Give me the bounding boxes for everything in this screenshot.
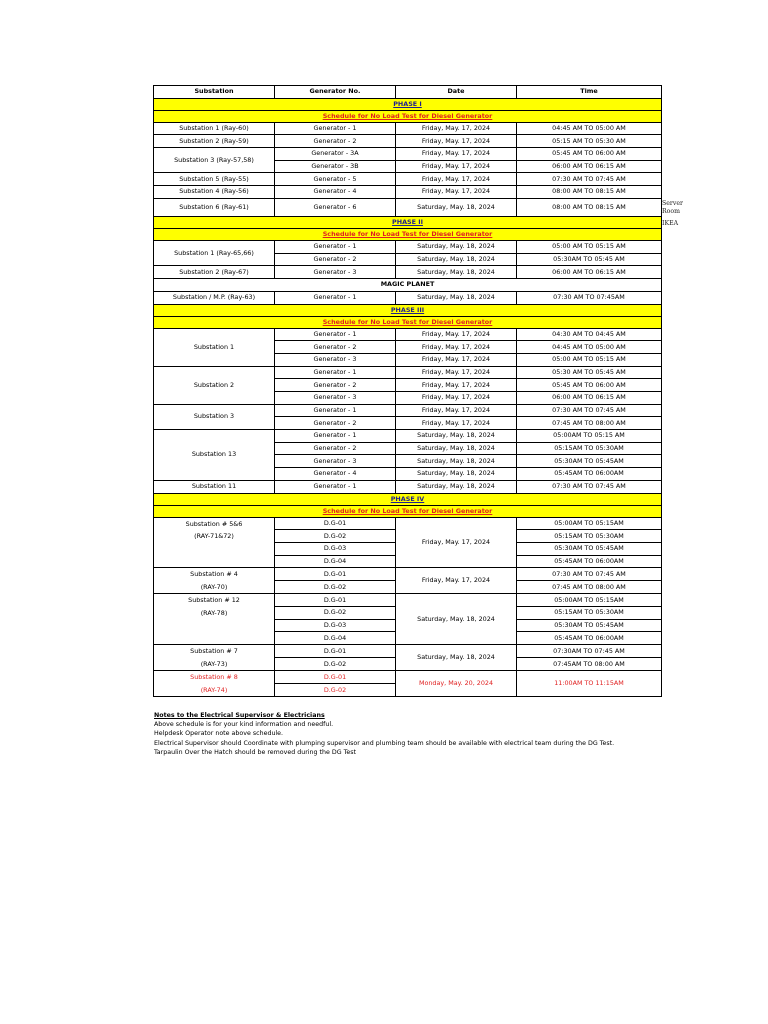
substation-cell: Substation 13 <box>154 430 275 481</box>
time-cell: 05:45AM TO 06:00AM <box>517 632 662 645</box>
time-cell: 06:00 AM TO 06:15 AM <box>517 392 662 405</box>
table-row <box>154 568 662 581</box>
table-row <box>154 173 662 186</box>
date-cell: Friday, May. 17, 2024 <box>396 417 517 430</box>
time-cell: 07:45AM TO 08:00 AM <box>517 658 662 671</box>
generator-cell: D.G-04 <box>275 555 396 568</box>
phase-ii-title-cell: PHASE II <box>154 216 662 228</box>
header-substation: Substation <box>154 86 275 99</box>
generator-cell: Generator - 1 <box>275 366 396 379</box>
generator-cell: D.G-02 <box>275 658 396 671</box>
schedule-label <box>154 228 662 240</box>
generator-cell: D.G-02 <box>275 684 396 697</box>
phase-iii-title-cell: PHASE III <box>154 304 662 316</box>
date-cell: Friday, May. 17, 2024 <box>396 341 517 354</box>
date-cell: Friday, May. 17, 2024 <box>396 328 517 341</box>
time-cell: 07:30 AM TO 07:45 AM <box>517 480 662 493</box>
phase-iv-title <box>154 493 662 505</box>
generator-cell: Generator - 2 <box>275 253 396 266</box>
substation-cell <box>154 671 275 697</box>
time-cell: 05:30AM TO 05:45 AM <box>517 253 662 266</box>
table-row <box>154 517 662 530</box>
substation-cell <box>154 594 275 645</box>
time-cell: 07:45 AM TO 08:00 AM <box>517 581 662 594</box>
date-cell: Saturday, May. 18, 2024 <box>396 645 517 671</box>
time-cell: 07:30 AM TO 07:45 AM <box>517 173 662 186</box>
generator-cell: Generator - 3 <box>275 455 396 468</box>
phase-iv-title-cell: PHASE IV <box>154 493 662 505</box>
schedule-label <box>154 505 662 517</box>
time-cell: 08:00 AM TO 08:15 AM <box>517 198 662 216</box>
time-cell: 07:45 AM TO 08:00 AM <box>517 417 662 430</box>
substation-label: Substation # 12 <box>188 596 240 605</box>
substation-cell: Substation 5 (Ray-55) <box>154 173 275 186</box>
date-cell: Saturday, May. 18, 2024 <box>396 291 517 304</box>
table-row <box>154 135 662 148</box>
time-cell: 07:30 AM TO 07:45 AM <box>517 404 662 417</box>
generator-cell: D.G-03 <box>275 542 396 555</box>
note-line: Tarpaulin Over the Hatch should be removed during the DG Test <box>154 748 357 756</box>
phase-iii-title <box>154 304 662 316</box>
substation-cell: Substation 1 (Ray-60) <box>154 122 275 135</box>
date-cell: Saturday, May. 18, 2024 <box>396 198 517 216</box>
substation-cell: Substation 11 <box>154 480 275 493</box>
generator-cell: D.G-01 <box>275 594 396 607</box>
schedule-label-cell: Schedule for No Load Test for Diesel Generator <box>154 110 662 122</box>
time-cell: 05:15 AM TO 05:30 AM <box>517 135 662 148</box>
table-row <box>154 671 662 684</box>
substation-label: Substation # 5&6 <box>185 519 243 528</box>
time-cell: 05:45 AM TO 06:00 AM <box>517 148 662 161</box>
generator-cell: D.G-03 <box>275 619 396 632</box>
table-row <box>154 480 662 493</box>
date-cell: Friday, May. 17, 2024 <box>396 517 517 568</box>
substation-label: Substation # 4 <box>190 570 238 579</box>
time-cell: 06:00 AM TO 06:15 AM <box>517 160 662 173</box>
substation-label: Substation # 7 <box>190 647 238 655</box>
magic-planet-title-cell: MAGIC PLANET <box>154 278 662 291</box>
substation-label: (RAY-73) <box>200 659 228 668</box>
date-cell: Friday, May. 17, 2024 <box>396 379 517 392</box>
time-cell: 05:00AM TO 05:15 AM <box>517 430 662 443</box>
generator-cell: Generator - 1 <box>275 328 396 341</box>
notes-section <box>154 711 614 757</box>
substation-cell <box>154 568 275 594</box>
date-cell: Friday, May. 17, 2024 <box>396 160 517 173</box>
table-row <box>154 122 662 135</box>
time-cell: 11:00AM TO 11:15AM <box>517 671 662 697</box>
generator-cell: Generator - 6 <box>275 198 396 216</box>
header-row <box>154 86 662 99</box>
substation-cell: Substation / M.P. (Ray-63) <box>154 291 275 304</box>
phase-i-title <box>154 98 662 110</box>
time-cell: 05:45 AM TO 06:00 AM <box>517 379 662 392</box>
generator-cell: D.G-01 <box>275 671 396 684</box>
note-line: Electrical Supervisor should Coordinate with plumping supervisor and plumbing team should be available with electrical team during the DG Test. <box>154 739 615 747</box>
phase-ii-title <box>154 216 662 228</box>
substation-cell <box>154 645 275 671</box>
table-row <box>154 594 662 607</box>
substation-label: (RAY-74) <box>200 685 228 694</box>
date-cell: Saturday, May. 18, 2024 <box>396 430 517 443</box>
header-generator: Generator No. <box>275 86 396 99</box>
generator-cell: Generator - 1 <box>275 430 396 443</box>
date-cell: Monday, May. 20, 2024 <box>396 671 517 697</box>
generator-cell: Generator - 2 <box>275 341 396 354</box>
date-cell: Saturday, May. 18, 2024 <box>396 468 517 481</box>
header-time: Time <box>517 86 662 99</box>
substation-cell: Substation 2 <box>154 366 275 404</box>
time-cell: 04:30 AM TO 04:45 AM <box>517 328 662 341</box>
generator-cell: Generator - 4 <box>275 186 396 199</box>
generator-cell: D.G-04 <box>275 632 396 645</box>
table-row <box>154 186 662 199</box>
generator-cell: Generator - 1 <box>275 291 396 304</box>
generator-cell: Generator - 2 <box>275 442 396 455</box>
schedule-label <box>154 316 662 328</box>
date-cell: Saturday, May. 18, 2024 <box>396 240 517 253</box>
generator-cell: D.G-01 <box>275 645 396 658</box>
header-date: Date <box>396 86 517 99</box>
substation-cell: Substation 1 <box>154 328 275 366</box>
time-cell: 06:00 AM TO 06:15 AM <box>517 266 662 279</box>
notes-title: Notes to the Electrical Supervisor & Electricians <box>154 712 325 719</box>
time-cell: 05:30AM TO 05:45AM <box>517 619 662 632</box>
substation-cell: Substation 1 (Ray-65,66) <box>154 240 275 265</box>
substation-cell <box>154 517 275 568</box>
date-cell: Saturday, May. 18, 2024 <box>396 266 517 279</box>
substation-cell: Substation 4 (Ray-56) <box>154 186 275 199</box>
table-row <box>154 266 662 279</box>
generator-cell: Generator - 2 <box>275 135 396 148</box>
date-cell: Saturday, May. 18, 2024 <box>396 480 517 493</box>
substation-label: Substation # 8 <box>190 673 238 681</box>
date-cell: Friday, May. 17, 2024 <box>396 568 517 594</box>
substation-cell: Substation 2 (Ray-67) <box>154 266 275 279</box>
substation-label: (RAY-70) <box>200 582 228 591</box>
date-cell: Friday, May. 17, 2024 <box>396 366 517 379</box>
date-cell: Friday, May. 17, 2024 <box>396 186 517 199</box>
date-cell: Saturday, May. 18, 2024 <box>396 253 517 266</box>
table-row <box>154 366 662 379</box>
generator-cell: Generator - 1 <box>275 240 396 253</box>
table-row <box>154 430 662 443</box>
generator-cell: Generator - 2 <box>275 417 396 430</box>
generator-cell: Generator - 3B <box>275 160 396 173</box>
generator-cell: D.G-02 <box>275 581 396 594</box>
date-cell: Saturday, May. 18, 2024 <box>396 442 517 455</box>
generator-cell: Generator - 4 <box>275 468 396 481</box>
time-cell: 07:30AM TO 07:45 AM <box>517 645 662 658</box>
generator-cell: D.G-02 <box>275 606 396 619</box>
substation-cell: Substation 3 <box>154 404 275 429</box>
generator-cell: D.G-02 <box>275 530 396 543</box>
time-cell: 05:00 AM TO 05:15 AM <box>517 240 662 253</box>
table-row <box>154 240 662 253</box>
side-note-line: Room <box>662 207 680 215</box>
schedule-label-cell: Schedule for No Load Test for Diesel Generator <box>154 316 662 328</box>
time-cell: 04:45 AM TO 05:00 AM <box>517 341 662 354</box>
substation-cell: Substation 3 (Ray-57,58) <box>154 148 275 173</box>
date-cell: Friday, May. 17, 2024 <box>396 148 517 161</box>
date-cell: Friday, May. 17, 2024 <box>396 404 517 417</box>
table-row <box>154 198 662 216</box>
note-line: Above schedule is for your kind information and needful. <box>154 721 334 729</box>
note-line: Helpdesk Operator note above schedule. <box>154 730 284 738</box>
table-row <box>154 328 662 341</box>
date-cell: Friday, May. 17, 2024 <box>396 135 517 148</box>
generator-cell: Generator - 3A <box>275 148 396 161</box>
date-cell: Friday, May. 17, 2024 <box>396 353 517 366</box>
table-row <box>154 404 662 417</box>
server-room-note <box>662 200 683 215</box>
date-cell: Friday, May. 17, 2024 <box>396 173 517 186</box>
generator-cell: Generator - 1 <box>275 480 396 493</box>
time-cell: 05:00 AM TO 05:15 AM <box>517 353 662 366</box>
time-cell: 05:30AM TO 05:45AM <box>517 455 662 468</box>
magic-planet-title <box>154 278 662 291</box>
date-cell: Friday, May. 17, 2024 <box>396 392 517 405</box>
generator-cell: D.G-01 <box>275 568 396 581</box>
generator-cell: Generator - 3 <box>275 266 396 279</box>
time-cell: 05:00AM TO 05:15AM <box>517 517 662 530</box>
time-cell: 05:15AM TO 05:30AM <box>517 442 662 455</box>
generator-cell: Generator - 2 <box>275 379 396 392</box>
time-cell: 05:15AM TO 05:30AM <box>517 530 662 543</box>
time-cell: 07:30 AM TO 07:45AM <box>517 291 662 304</box>
table-row <box>154 291 662 304</box>
time-cell: 05:45AM TO 06:00AM <box>517 555 662 568</box>
time-cell: 05:30 AM TO 05:45 AM <box>517 366 662 379</box>
table-row <box>154 645 662 658</box>
time-cell: 05:30AM TO 05:45AM <box>517 542 662 555</box>
time-cell: 04:45 AM TO 05:00 AM <box>517 122 662 135</box>
generator-cell: Generator - 3 <box>275 392 396 405</box>
schedule-label-cell: Schedule for No Load Test for Diesel Generator <box>154 228 662 240</box>
time-cell: 05:00AM TO 05:15AM <box>517 594 662 607</box>
table-row <box>154 148 662 161</box>
generator-cell: Generator - 1 <box>275 122 396 135</box>
schedule-label-cell: Schedule for No Load Test for Diesel Generator <box>154 505 662 517</box>
phase-i-title-cell: PHASE I <box>154 98 662 110</box>
side-note-line: Server <box>662 200 683 207</box>
generator-cell: Generator - 3 <box>275 353 396 366</box>
generator-cell: Generator - 1 <box>275 404 396 417</box>
substation-label: (RAY-71&72) <box>194 532 234 540</box>
generator-cell: Generator - 5 <box>275 173 396 186</box>
substation-cell: Substation 6 (Ray-61) <box>154 198 275 216</box>
ikea-note: IKEA <box>662 220 679 227</box>
substation-cell: Substation 2 (Ray-59) <box>154 135 275 148</box>
schedule-label <box>154 110 662 122</box>
generator-cell: D.G-01 <box>275 517 396 530</box>
date-cell: Saturday, May. 18, 2024 <box>396 594 517 645</box>
time-cell: 08:00 AM TO 08:15 AM <box>517 186 662 199</box>
date-cell: Saturday, May. 18, 2024 <box>396 455 517 468</box>
substation-label: (RAY-78) <box>200 608 228 617</box>
dg-test-schedule-table <box>153 85 662 697</box>
time-cell: 05:15AM TO 05:30AM <box>517 606 662 619</box>
time-cell: 05:45AM TO 06:00AM <box>517 468 662 481</box>
time-cell: 07:30 AM TO 07:45 AM <box>517 568 662 581</box>
date-cell: Friday, May. 17, 2024 <box>396 122 517 135</box>
